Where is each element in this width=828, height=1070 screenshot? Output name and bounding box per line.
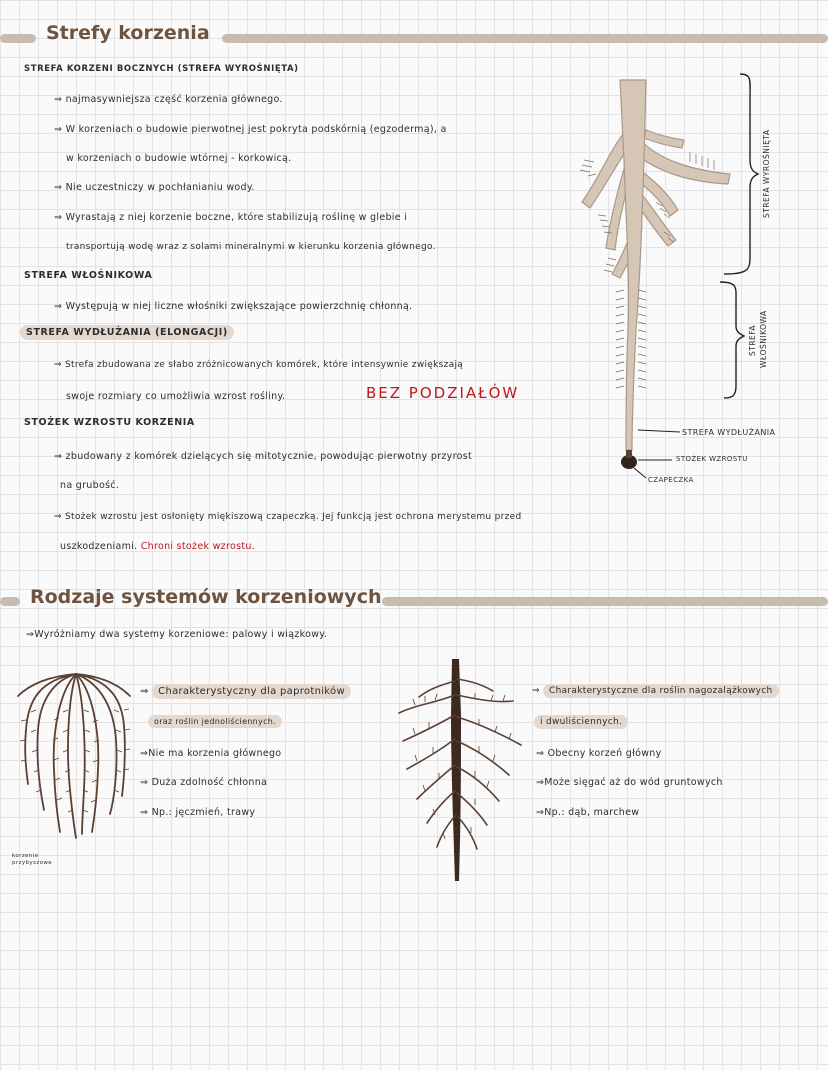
brace-wlosnikowa bbox=[720, 282, 744, 398]
section2-title: Rodzaje systemów korzeniowych bbox=[30, 586, 382, 608]
wiazkowy-point: ⇒ Duża zdolność chłonna bbox=[140, 777, 268, 788]
bullet-icon: ⇒ bbox=[536, 777, 545, 788]
zone4-point: ⇒ Stożek wzrostu jest osłonięty miękiszową czapeczką. Jej funkcją jest ochrona merystemu przed bbox=[54, 512, 522, 522]
zone1-point-cont: transportują wodę wraz z solami mineralnymi w kierunku korzenia głównego. bbox=[66, 242, 436, 252]
section2-intro: ⇒Wyróżniamy dwa systemy korzeniowe: palowy i wiązkowy. bbox=[26, 629, 328, 640]
palowy-point: ⇒ Charakterystyczne dla roślin nagozalążkowych bbox=[532, 686, 779, 696]
zone3-note: BEZ PODZIAŁÓW bbox=[366, 384, 520, 402]
zone3-point-cont: swoje rozmiary co umożliwia wzrost rośliny. bbox=[66, 391, 286, 402]
title-bar-left bbox=[0, 597, 20, 606]
tap-root-drawing bbox=[395, 655, 530, 885]
label-wydluzania: STREFA WYDŁUŻANIA bbox=[682, 428, 776, 437]
label-czapeczka: CZAPECZKA bbox=[648, 476, 694, 484]
zone1-point-cont: w korzeniach o budowie wtórnej - korkowicą. bbox=[66, 153, 292, 164]
wiazkowy-point: ⇒Nie ma korzenia głównego bbox=[140, 748, 282, 759]
zone3-point: ⇒ Strefa zbudowana ze słabo zróżnicowanych komórek, które intensywnie zwiększają bbox=[54, 360, 464, 370]
zone1-heading: STREFA KORZENI BOCZNYCH (STREFA WYROŚNIĘTA) bbox=[24, 64, 299, 74]
bullet-icon: ⇒ bbox=[54, 182, 63, 193]
title-bar-right bbox=[222, 34, 828, 43]
bullet-icon: ⇒ bbox=[54, 451, 63, 462]
bullet-icon: ⇒ bbox=[54, 512, 62, 522]
fibrous-caption-1: korzenie bbox=[12, 853, 39, 859]
bullet-icon: ⇒ bbox=[536, 748, 545, 759]
palowy-point: ⇒Może sięgać aż do wód gruntowych bbox=[536, 777, 723, 788]
zone4-heading: STOŻEK WZROSTU KORZENIA bbox=[24, 417, 195, 428]
wiazkowy-point: ⇒ Charakterystyczny dla paprotników bbox=[140, 686, 351, 697]
zone1-point: ⇒ najmasywniejsza część korzenia głównego. bbox=[54, 94, 283, 105]
palowy-point: ⇒ Obecny korzeń główny bbox=[536, 748, 662, 759]
zone4-point: ⇒ zbudowany z komórek dzielących się mitotycznie, powodując pierwotny przyrost bbox=[54, 451, 472, 462]
bullet-icon: ⇒ bbox=[140, 686, 149, 697]
zone1-point: ⇒ W korzeniach o budowie pierwotnej jest pokryta podskórnią (egzodermą), a bbox=[54, 124, 447, 135]
fibrous-root-drawing bbox=[10, 670, 140, 850]
bullet-icon: ⇒ bbox=[54, 94, 63, 105]
zone4-point-cont: uszkodzeniami. Chroni stożek wzrostu. bbox=[60, 541, 255, 552]
palowy-point-cont: i dwuliściennych. bbox=[534, 715, 628, 729]
label-wlosnikowa-1: STREFA bbox=[748, 324, 757, 356]
zone2-heading: STREFA WŁOŚNIKOWA bbox=[24, 270, 153, 281]
bullet-icon: ⇒ bbox=[26, 629, 35, 640]
wiazkowy-point: ⇒ Np.: jęczmień, trawy bbox=[140, 807, 256, 818]
lateral-root bbox=[644, 130, 684, 148]
bullet-icon: ⇒ bbox=[54, 301, 63, 312]
bullet-icon: ⇒ bbox=[140, 777, 149, 788]
bullet-icon: ⇒ bbox=[54, 124, 63, 135]
zone1-point: ⇒ Nie uczestniczy w pochłanianiu wody. bbox=[54, 182, 255, 193]
bullet-icon: ⇒ bbox=[54, 212, 63, 223]
leader-wydluzania bbox=[638, 430, 680, 432]
zone3-heading: STREFA WYDŁUŻANIA (ELONGACJI) bbox=[20, 325, 234, 340]
section1-title: Strefy korzenia bbox=[46, 22, 210, 44]
bullet-icon: ⇒ bbox=[140, 807, 149, 818]
bullet-icon: ⇒ bbox=[536, 807, 545, 818]
label-wlosnikowa-2: WŁOŚNIKOWA bbox=[759, 310, 768, 368]
bullet-icon: ⇒ bbox=[532, 686, 540, 696]
title-bar-left bbox=[0, 34, 36, 43]
title-bar-right bbox=[382, 597, 828, 606]
label-stozek: STOŻEK WZROSTU bbox=[676, 455, 748, 463]
bullet-icon: ⇒ bbox=[140, 748, 149, 759]
leader-czapeczka bbox=[634, 468, 646, 478]
bullet-icon: ⇒ bbox=[54, 360, 62, 370]
zone4-note: Chroni stożek wzrostu. bbox=[140, 541, 255, 552]
zone2-point: ⇒ Występują w niej liczne włośniki zwiększające powierzchnię chłonną. bbox=[54, 301, 413, 312]
palowy-point: ⇒Np.: dąb, marchew bbox=[536, 807, 640, 818]
tap-root-main bbox=[451, 659, 461, 881]
zone1-point: ⇒ Wyrastają z niej korzenie boczne, które stabilizują roślinę w glebie i bbox=[54, 212, 408, 223]
zone4-point-cont: na grubość. bbox=[60, 480, 120, 491]
label-wyrosnieta: STREFA WYROŚNIĘTA bbox=[762, 129, 771, 218]
wiazkowy-point-cont: oraz roślin jednoliściennych. bbox=[148, 715, 282, 728]
fibrous-caption-2: przybyszowe bbox=[12, 860, 53, 866]
